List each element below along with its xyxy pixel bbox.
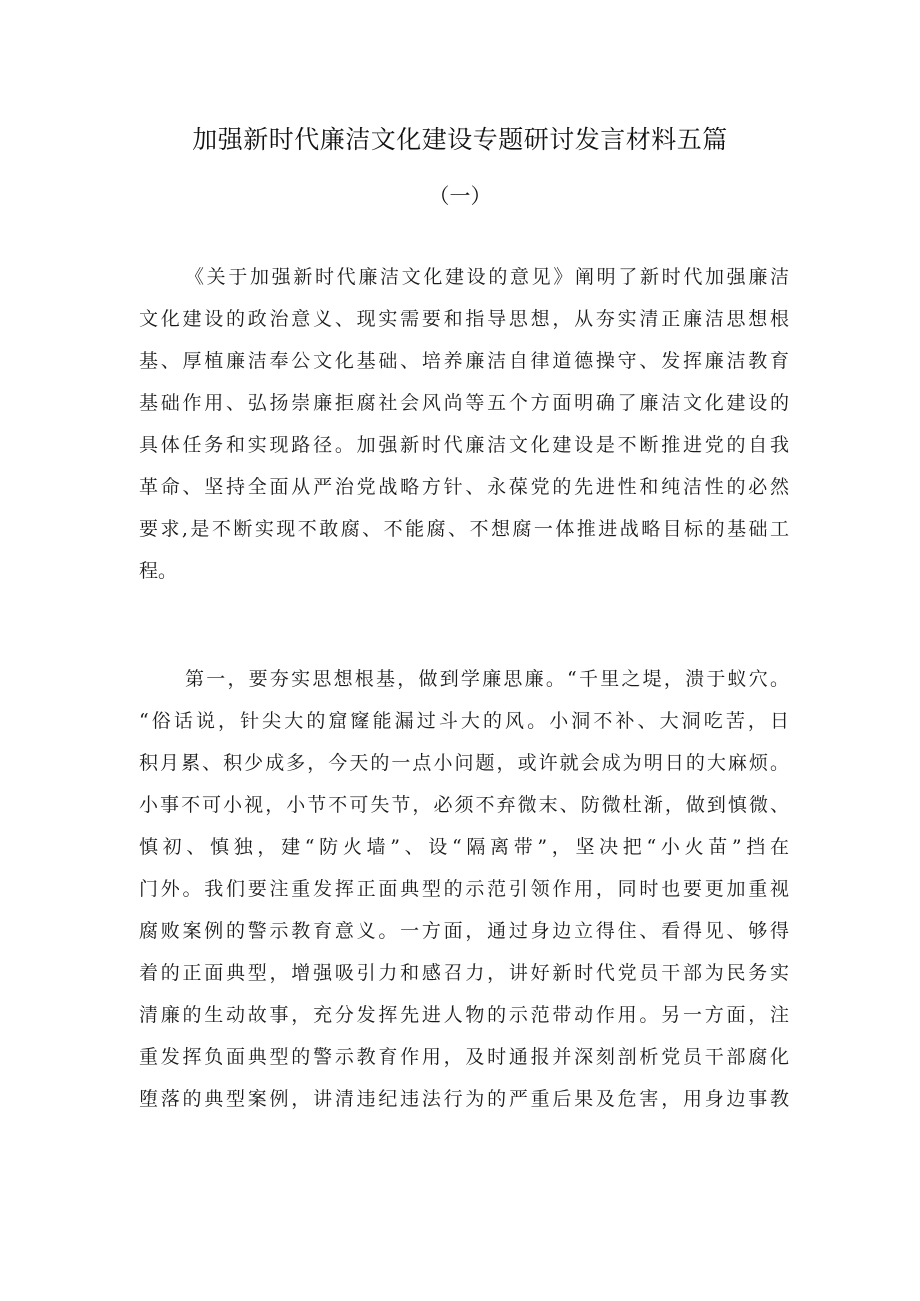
paragraph-line: 慎初、慎独，建“防火墙”、设“隔离带”，坚决把“小火苗”挡在	[139, 836, 789, 858]
paragraph-2	[139, 658, 789, 1120]
paragraph-line: 门外。我们要注重发挥正面典型的示范引领作用，同时也要更加重视	[139, 878, 789, 900]
paragraph-line: 《关于加强新时代廉洁文化建设的意见》阐明了新时代加强廉洁	[185, 266, 789, 288]
paragraph-line: 小事不可小视，小节不可失节，必须不弃微末、防微杜渐，做到慎微、	[139, 794, 789, 816]
paragraph-1	[139, 256, 789, 592]
paragraph-line: 着的正面典型，增强吸引力和感召力，讲好新时代党员干部为民务实	[139, 962, 789, 984]
section-label: （一）	[428, 184, 492, 208]
paragraph-line: 程。	[139, 560, 178, 582]
paragraph-line: 第一，要夯实思想根基，做到学廉思廉。“千里之堤，溃于蚁穴。	[185, 668, 789, 690]
paragraph-line: 重发挥负面典型的警示教育作用，及时通报并深刻剖析党员干部腐化	[139, 1046, 789, 1068]
paragraph-line: 基础作用、弘扬崇廉拒腐社会风尚等五个方面明确了廉洁文化建设的	[139, 392, 789, 414]
paragraph-line: 具体任务和实现路径。加强新时代廉洁文化建设是不断推进党的自我	[139, 434, 789, 456]
paragraph-line: 要求,是不断实现不敢腐、不能腐、不想腐一体推进战略目标的基础工	[139, 518, 789, 540]
paragraph-line: 积月累、积少成多，今天的一点小问题，或许就会成为明日的大麻烦。	[139, 752, 789, 774]
paragraph-line: 文化建设的政治意义、现实需要和指导思想，从夯实清正廉洁思想根	[139, 308, 789, 330]
paragraph-line: “俗话说，针尖大的窟窿能漏过斗大的风。小洞不补、大洞吃苦，日	[139, 710, 789, 732]
paragraph-line: 腐败案例的警示教育意义。一方面，通过身边立得住、看得见、够得	[139, 920, 789, 942]
document-title: 加强新时代廉洁文化建设专题研讨发言材料五篇	[192, 125, 728, 154]
paragraph-line: 革命、坚持全面从严治党战略方针、永葆党的先进性和纯洁性的必然	[139, 476, 789, 498]
paragraph-line: 清廉的生动故事，充分发挥先进人物的示范带动作用。另一方面，注	[139, 1004, 789, 1026]
paragraph-line: 基、厚植廉洁奉公文化基础、培养廉洁自律道德操守、发挥廉洁教育	[139, 350, 789, 372]
paragraph-line: 堕落的典型案例，讲清违纪违法行为的严重后果及危害，用身边事教	[139, 1088, 789, 1110]
